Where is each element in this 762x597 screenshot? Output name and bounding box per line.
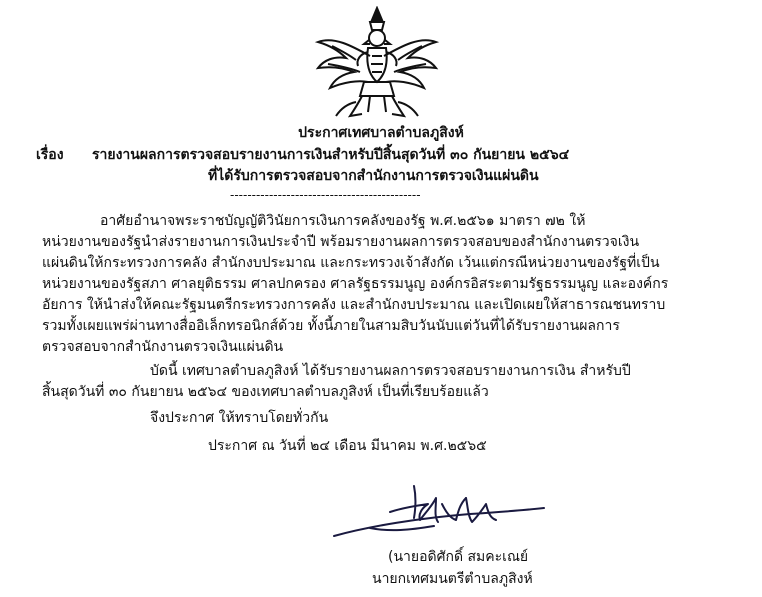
announcement-date: ประกาศ ณ วันที่ ๒๔ เดือน มีนาคม พ.ศ.๒๕๖๕ [208,438,487,454]
signatory-name: (นายอดิศักดิ์ สมคะเณย์ [388,549,529,565]
subject-line-1: รายงานผลการตรวจสอบรายงานการเงินสำหรับปีสิ้นสุดวันที่ ๓๐ กันยายน ๒๕๖๔ [92,147,570,163]
announcement-title: ประกาศเทศบาลตำบลภูสิงห์ [298,125,464,141]
garuda-emblem-icon [312,6,442,120]
signatory-position: นายกเทศมนตรีตำบลภูสิงห์ [372,571,533,587]
announce-line: จึงประกาศ ให้ทราบโดยทั่วกัน [150,410,329,426]
paragraph1-line: ตรวจสอบจากสำนักงานตรวจเงินแผ่นดิน [42,339,284,355]
paragraph1-line: อัยการ ให้นำส่งให้คณะรัฐมนตรีกระทรวงการคลัง และสำนักงบประมาณ และเปิดเผยให้สาธารณชนทราบ [42,297,666,313]
paragraph2-line: สิ้นสุดวันที่ ๓๐ กันยายน ๒๕๖๔ ของเทศบาลตำบลภูสิงห์ เป็นที่เรียบร้อยแล้ว [42,384,489,400]
paragraph1-line: หน่วยงานของรัฐสภา ศาลยุติธรรม ศาลปกครอง ศาลรัฐธรรมนูญ องค์กรอิสระตามรัฐธรรมนูญ และองค์กร [42,276,669,292]
paragraph1-line: รวมทั้งเผยแพร่ผ่านทางสื่ออิเล็กทรอนิกส์ด้วย ทั้งนี้ภายในสามสิบวันนับแต่วันที่ได้รับรายงานผลการ [42,318,620,334]
paragraph1-line: อาศัยอำนาจพระราชบัญญัติวินัยการเงินการคลังของรัฐ พ.ศ.๒๕๖๑ มาตรา ๗๒ ให้ [100,213,586,229]
header-divider: -------------------------------------------- [230,188,421,202]
paragraph1-line: หน่วยงานของรัฐนำส่งรายงานการเงินประจำปี พร้อมรายงานผลการตรวจสอบของสำนักงานตรวจเงิน [42,234,640,250]
paragraph1-line: แผ่นดินให้กระทรวงการคลัง สำนักงบประมาณ และกระทรวงเจ้าสังกัด เว้นแต่กรณีหน่วยงานของรัฐที่เป็น [42,255,660,271]
paragraph2-line: บัดนี้ เทศบาลตำบลภูสิงห์ ได้รับรายงานผลการตรวจสอบรายงานการเงิน สำหรับปี [150,363,631,379]
subject-label: เรื่อง [36,147,64,163]
signature-mark [330,482,550,546]
subject-line-2: ที่ได้รับการตรวจสอบจากสำนักงานการตรวจเงินแผ่นดิน [208,168,539,184]
